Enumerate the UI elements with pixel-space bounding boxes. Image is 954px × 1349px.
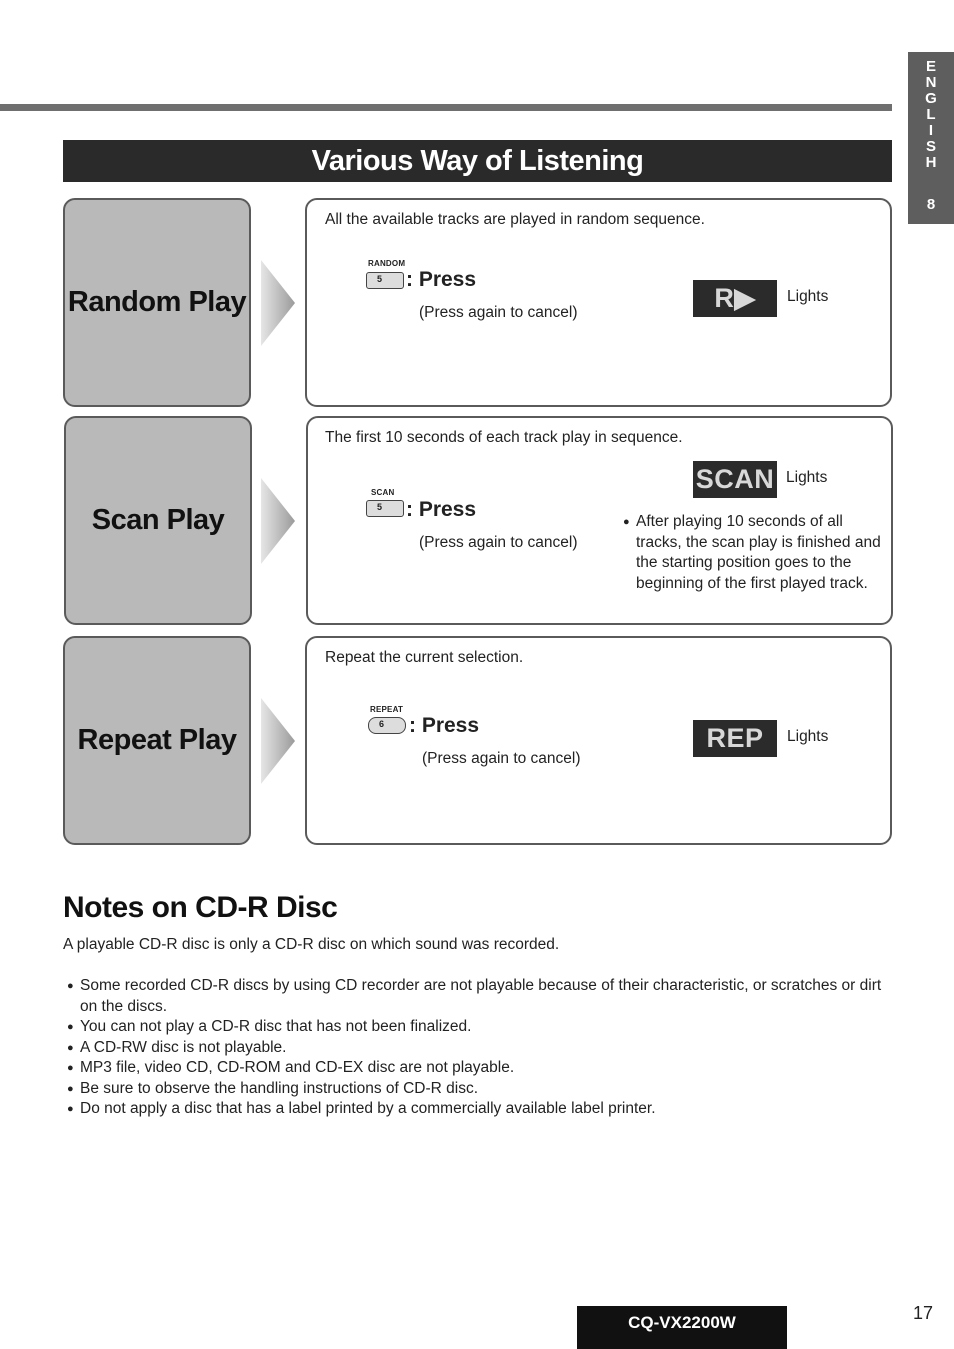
list-item: ● MP3 file, video CD, CD-ROM and CD-EX disc are not playable. bbox=[63, 1058, 893, 1079]
list-item: ● Be sure to observe the handling instructions of CD-R disc. bbox=[63, 1079, 893, 1100]
scan-indicator: SCAN bbox=[693, 461, 777, 498]
scan-button-icon: 5 bbox=[366, 500, 404, 517]
repeat-play-heading: Repeat Play bbox=[77, 724, 237, 756]
repeat-play-description: Repeat the current selection. bbox=[325, 649, 524, 666]
random-button-icon: 5 bbox=[366, 272, 404, 289]
list-item: ● A CD-RW disc is not playable. bbox=[63, 1038, 893, 1059]
bullet-icon: ● bbox=[67, 1082, 74, 1095]
top-divider bbox=[0, 104, 892, 111]
page-title: Various Way of Listening bbox=[63, 140, 892, 182]
repeat-indicator: REP bbox=[693, 720, 777, 757]
notes-heading: Notes on CD-R Disc bbox=[63, 891, 338, 924]
bullet-icon: ● bbox=[67, 1041, 74, 1054]
model-name-badge: CQ-VX2200W bbox=[577, 1306, 787, 1349]
random-button-label: RANDOM bbox=[368, 259, 406, 268]
page-number: 17 bbox=[913, 1303, 934, 1323]
bullet-icon: ● bbox=[67, 980, 74, 992]
arrow-right-icon bbox=[261, 478, 295, 564]
repeat-button-label: REPEAT bbox=[370, 705, 404, 714]
scan-play-label-box bbox=[64, 416, 252, 625]
notes-intro: A playable CD-R disc is only a CD-R disc on which sound was recorded. bbox=[63, 936, 560, 953]
bullet-icon: ● bbox=[67, 1062, 74, 1074]
language-tab bbox=[908, 52, 954, 224]
random-play-label-box bbox=[63, 198, 251, 407]
random-press-text: : Press bbox=[406, 268, 477, 291]
scan-button-label: SCAN bbox=[371, 488, 395, 497]
random-play-heading: Random Play bbox=[67, 286, 247, 318]
scan-note bbox=[619, 512, 883, 594]
list-item: ● After playing 10 seconds of all tracks, the scan play is finished and the starting position goes to the beginning of the first played track. bbox=[623, 513, 881, 592]
repeat-press-text: : Press bbox=[409, 714, 480, 737]
arrow-right-icon bbox=[261, 698, 295, 784]
bullet-icon: ● bbox=[623, 516, 630, 528]
notes-bullet-list bbox=[63, 976, 893, 1120]
list-item: ● Do not apply a disc that has a label printed by a commercially available label printer. bbox=[63, 1099, 893, 1120]
scan-play-heading: Scan Play bbox=[91, 504, 225, 536]
arrow-right-icon bbox=[261, 260, 295, 346]
scan-press-text: : Press bbox=[406, 498, 477, 521]
bullet-icon: ● bbox=[67, 1021, 74, 1033]
scan-cancel-text: (Press again to cancel) bbox=[419, 534, 578, 551]
bullet-icon: ● bbox=[67, 1103, 74, 1115]
random-lights-text: Lights bbox=[787, 288, 829, 305]
repeat-lights-text: Lights bbox=[787, 728, 829, 745]
repeat-play-label-box bbox=[63, 636, 251, 845]
random-cancel-text: (Press again to cancel) bbox=[419, 304, 578, 321]
section-number: 8 bbox=[926, 196, 936, 213]
list-item: ● You can not play a CD-R disc that has not been finalized. bbox=[63, 1017, 893, 1038]
scan-play-description: The first 10 seconds of each track play in sequence. bbox=[325, 429, 683, 446]
random-play-description: All the available tracks are played in random sequence. bbox=[325, 211, 705, 228]
random-indicator: R▶ bbox=[693, 280, 777, 317]
repeat-button-icon: 6 bbox=[368, 717, 406, 734]
repeat-cancel-text: (Press again to cancel) bbox=[422, 750, 581, 767]
list-item: ● Some recorded CD-R discs by using CD recorder are not playable because of their characteristic, or scratches or dirt on the discs. bbox=[67, 977, 882, 1015]
scan-lights-text: Lights bbox=[786, 469, 828, 486]
language-tab-letters: E N G L I S H bbox=[925, 58, 937, 171]
